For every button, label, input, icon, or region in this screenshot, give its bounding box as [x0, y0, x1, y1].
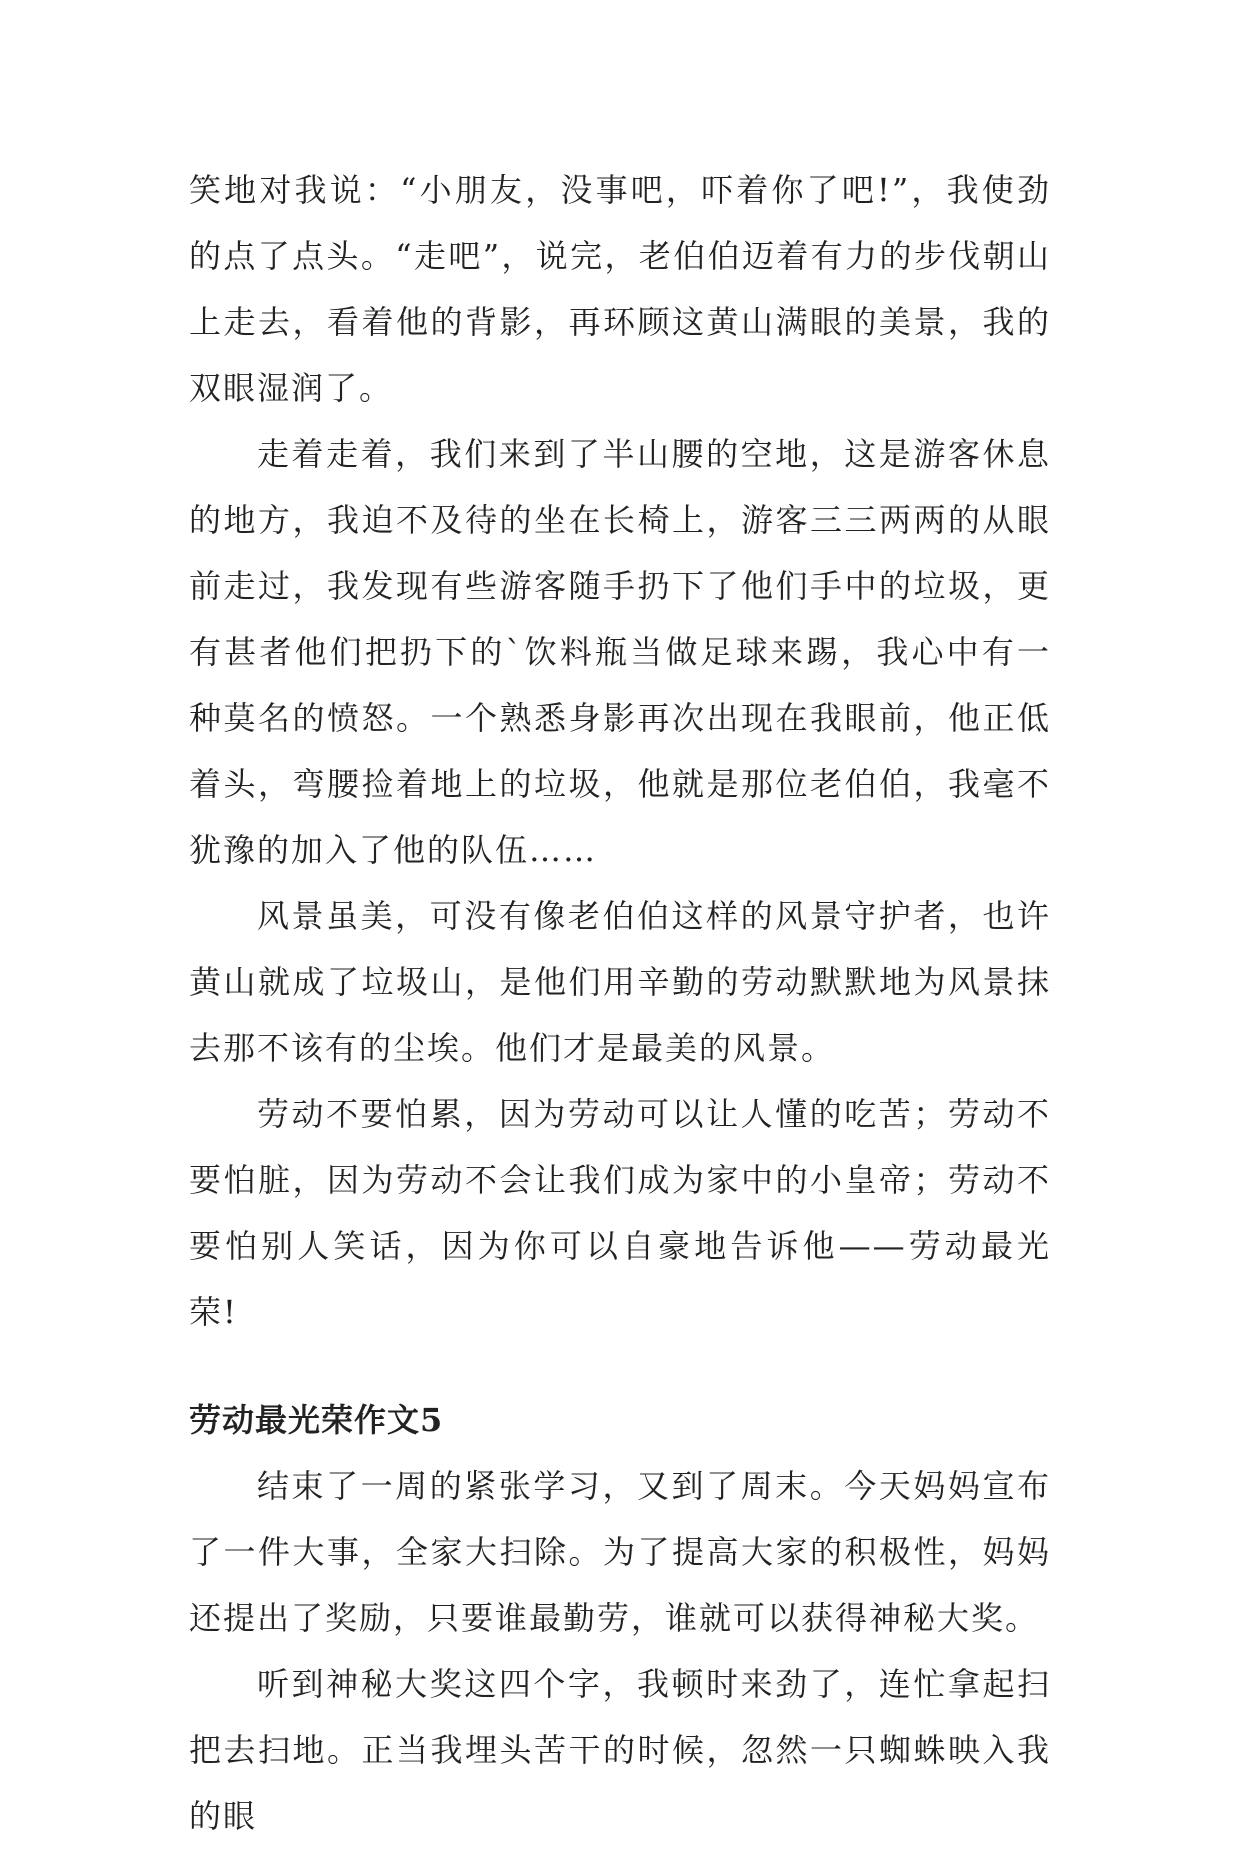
paragraph-6: 听到神秘大奖这四个字，我顿时来劲了，连忙拿起扫把去扫地。正当我埋头苦干的时候，忽然一只蜘蛛映入我的眼 — [189, 1665, 1051, 1835]
document-body — [189, 157, 1051, 1849]
paragraph-4: 劳动不要怕累，因为劳动可以让人懂的吃苦；劳动不要怕脏，因为劳动不会让我们成为家中的小皇帝；劳动不要怕别人笑话，因为你可以自豪地告诉他——劳动最光荣! — [189, 1095, 1051, 1331]
paragraph-1: 笑地对我说：“小朋友，没事吧，吓着你了吧!”，我使劲的点了点头。“走吧”，说完，老伯伯迈着有力的步伐朝山上走去，看着他的背影，再环顾这黄山满眼的美景，我的双眼湿润了。 — [189, 171, 1051, 407]
paragraph-3: 风景虽美，可没有像老伯伯这样的风景守护者，也许黄山就成了垃圾山，是他们用辛勤的劳动默默地为风景抹去那不该有的尘埃。他们才是最美的风景。 — [189, 897, 1051, 1067]
section-title: 劳动最光荣作文5 — [189, 1401, 444, 1439]
paragraph-2: 走着走着，我们来到了半山腰的空地，这是游客休息的地方，我迫不及待的坐在长椅上，游客三三两两的从眼前走过，我发现有些游客随手扔下了他们手中的垃圾，更有甚者他们把扔下的`饮料瓶当做足球来踢，我心中有一种莫名的愤怒。一个熟悉身影再次出现在我眼前，他正低着头，弯腰捡着地上的垃圾，他就是那位老伯伯，我毫不犹豫的加入了他的队伍…… — [189, 435, 1051, 869]
paragraph-5: 结束了一周的紧张学习，又到了周末。今天妈妈宣布了一件大事，全家大扫除。为了提高大家的积极性，妈妈还提出了奖励，只要谁最勤劳，谁就可以获得神秘大奖。 — [189, 1467, 1051, 1637]
section-gap — [189, 1345, 1051, 1387]
